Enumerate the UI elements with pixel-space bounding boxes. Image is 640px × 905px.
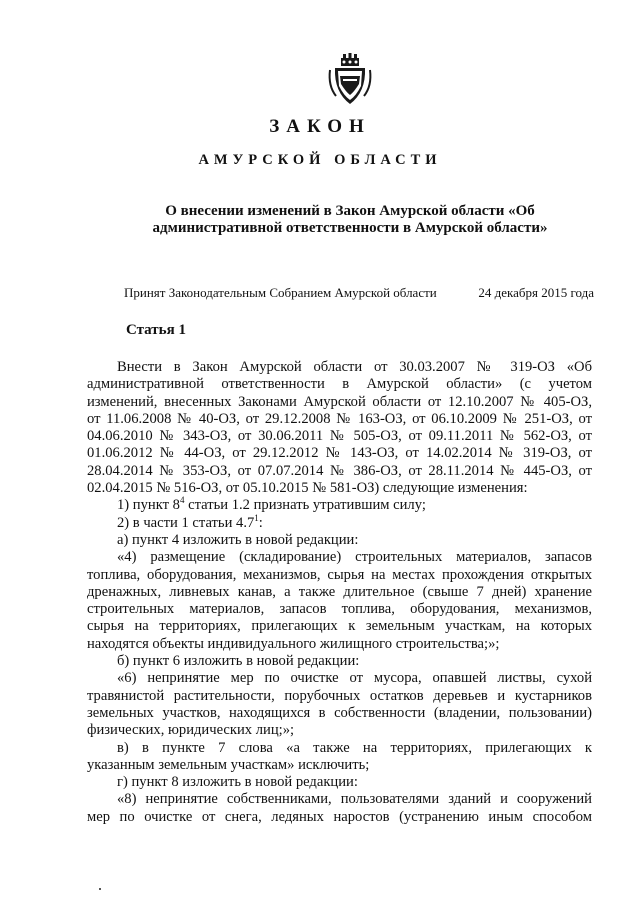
body-line-part: 2) в части 1 статьи 4.7 xyxy=(117,514,255,531)
body-line: 04.06.2010 № 343-ОЗ, от 30.06.2011 № 505-ОЗ, от 09.11.2011 № 562-ОЗ, от xyxy=(87,428,592,445)
body-line: изменений, внесенных Законами Амурской области от 12.10.2007 № 405-ОЗ, xyxy=(87,393,592,410)
body-line: от 11.06.2008 № 40-ОЗ, от 29.12.2008 № 163-ОЗ, от 06.10.2009 № 251-ОЗ, от xyxy=(87,410,592,427)
coat-of-arms-emblem xyxy=(326,52,374,108)
superscript: 4 xyxy=(179,495,185,506)
document-subtitle: АМУРСКОЙ ОБЛАСТИ xyxy=(198,152,442,168)
adoption-line xyxy=(124,285,594,301)
law-heading xyxy=(130,203,570,237)
body-line: 28.04.2014 № 353-ОЗ, от 07.07.2014 № 386-ОЗ, от 28.11.2014 № 445-ОЗ, от xyxy=(87,462,592,479)
body-line: «8) непринятие собственниками, пользователями зданий и сооружений xyxy=(117,791,592,808)
document-title: ЗАКОН xyxy=(269,116,371,137)
body-line: Внести в Закон Амурской области от 30.03.2007 № 319-ОЗ «Об xyxy=(117,359,592,375)
body-line: б) пункт 6 изложить в новой редакции: xyxy=(117,653,360,670)
body-line: в) в пункте 7 слова «а также на территориях, прилегающих к xyxy=(117,739,592,756)
superscript: 1 xyxy=(254,512,259,523)
body-line: земельных участков, находящихся в собственности (владении, пользовании) xyxy=(87,704,592,721)
body-line: административной ответственности в Амурской области» (с учетом xyxy=(87,376,592,393)
body-line: 02.04.2015 № 516-ОЗ, от 05.10.2015 № 581-ОЗ) следующие изменения: xyxy=(87,480,528,497)
body-line: находятся объекты индивидуального жилищного строительства;»; xyxy=(87,635,500,652)
body-line: сырья на территориях, прилегающих к земельным участкам, на которых xyxy=(87,618,592,635)
body-line: г) пункт 8 изложить в новой редакции: xyxy=(117,774,358,791)
body-line: 01.06.2012 № 44-ОЗ, от 29.12.2012 № 143-ОЗ, от 14.02.2014 № 319-ОЗ, от xyxy=(87,445,592,462)
body-line: «6) непринятие мер по очистке от мусора, опавшей листвы, сухой xyxy=(117,670,592,687)
body-line-part: 1) пункт 8 xyxy=(117,497,180,514)
law-heading-line: О внесении изменений в Закон Амурской области «Об xyxy=(165,203,535,219)
body-line: физических, юридических лиц;»; xyxy=(87,722,295,739)
article-title: Статья 1 xyxy=(126,322,186,338)
adopted-date: 24 декабря 2015 года xyxy=(478,285,594,300)
body-line-part: статьи 1.2 признать утратившим силу; xyxy=(184,497,426,514)
body-line: топлива, оборудования, механизмов, сырья на местах прохождения открытых xyxy=(87,566,592,583)
body-line-part: : xyxy=(258,514,263,531)
adopted-by: Принят Законодательным Собранием Амурской области xyxy=(124,285,437,300)
body-line xyxy=(87,512,592,532)
body-line: а) пункт 4 изложить в новой редакции: xyxy=(117,531,359,548)
scan-speck xyxy=(99,888,101,890)
law-heading-line: административной ответственности в Амурской области» xyxy=(152,220,548,236)
body-line: дренажных, ливневых канав, а также длительное (свыше 7 дней) хранение xyxy=(87,583,592,600)
body-line: мер по очистке от снега, ледяных наростов (устранению иным способом xyxy=(87,808,592,825)
article-body xyxy=(87,359,592,826)
body-line: травянистой растительности, порубочных остатков деревьев и кустарников xyxy=(87,687,592,704)
body-line: указанным земельным участкам» исключить; xyxy=(87,756,370,773)
body-line xyxy=(87,497,592,514)
body-line: строительных материалов, запасов топлива, оборудования, механизмов, xyxy=(87,601,592,618)
body-line: «4) размещение (складирование) строительных материалов, запасов xyxy=(117,549,592,566)
